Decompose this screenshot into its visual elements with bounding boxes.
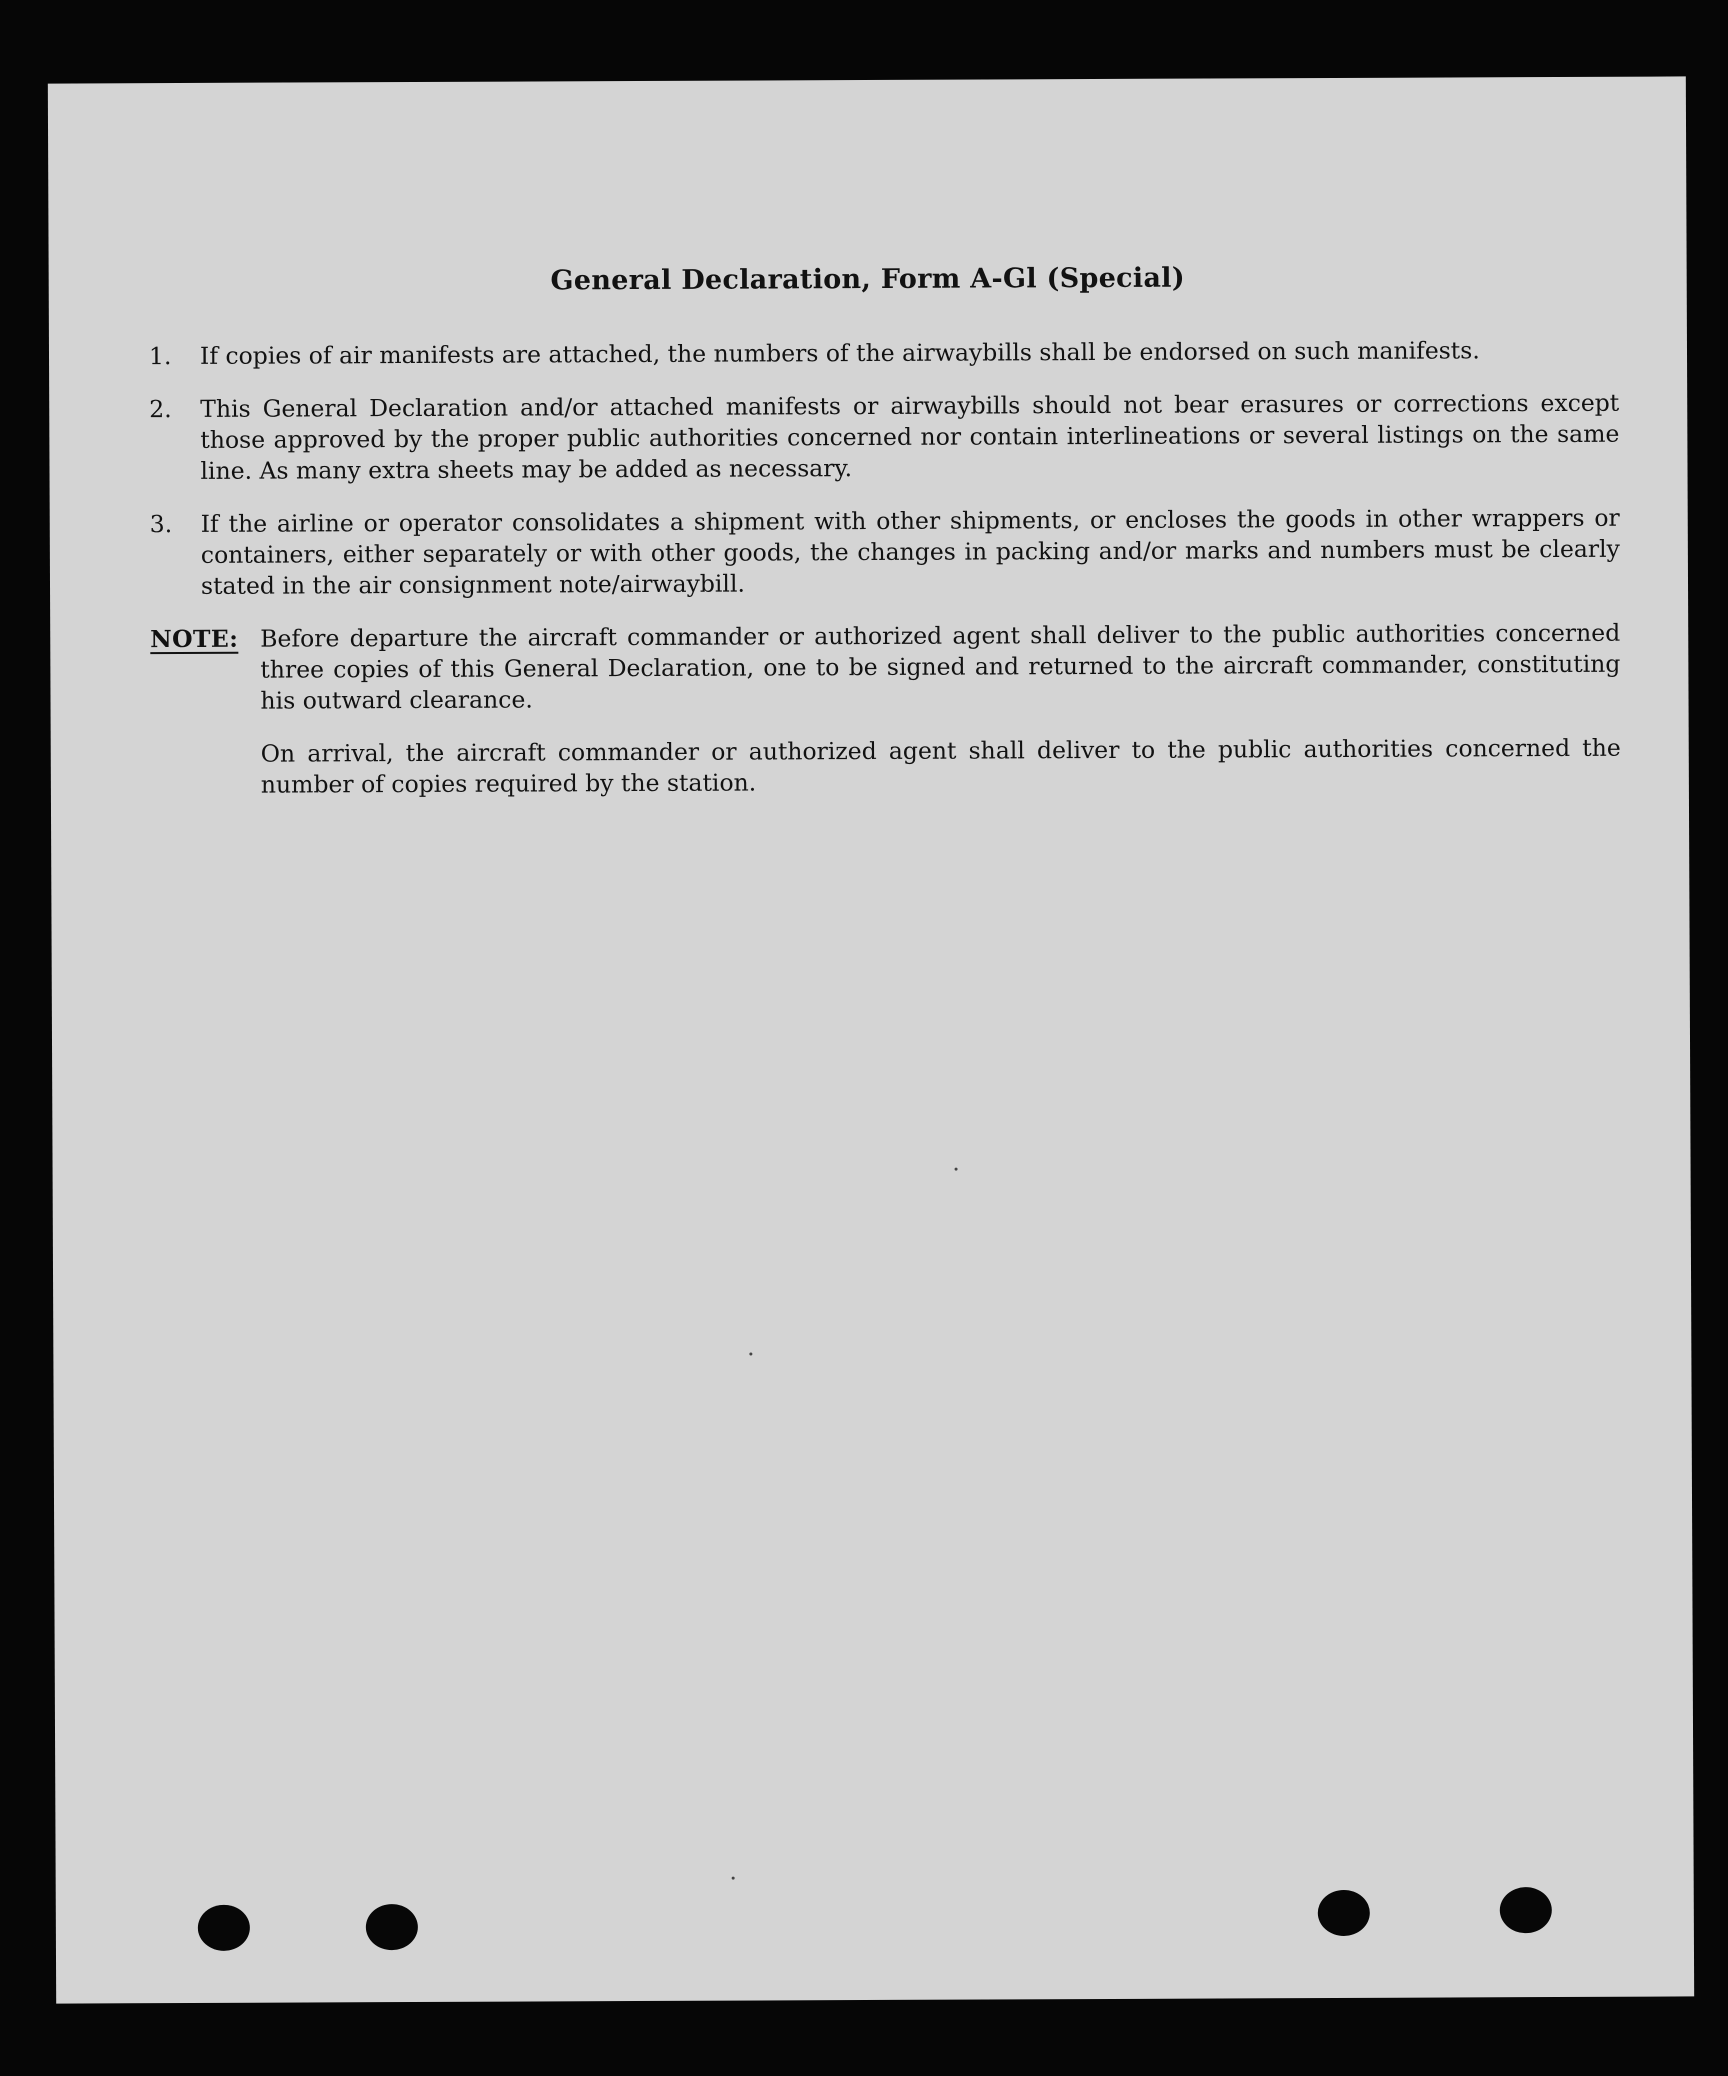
punch-hole xyxy=(1318,1890,1370,1936)
item-text: This General Declaration and/or attached manifests or airwaybills should not bear erasures or corrections except those approved by the proper public authorities concerned nor contain interlineations or several listings on the same line. As many extra sheets may be added as necessary. xyxy=(200,388,1620,485)
note-paragraph: Before departure the aircraft commander or authorized agent shall deliver to the public authorities concerned three copies of this General Declaration, one to be signed and returned to the aircraft commander, constituting his outward clearance. xyxy=(260,618,1621,715)
paper-speck xyxy=(955,1168,958,1171)
item-number: 3. xyxy=(149,510,173,539)
note-body xyxy=(260,618,1621,823)
item-text: If copies of air manifests are attached, the numbers of the airwaybills shall be endorsed on such manifests. xyxy=(199,336,1480,370)
note-paragraph: On arrival, the aircraft commander or authorized agent shall deliver to the public authorities concerned the number of copies required by the station. xyxy=(260,733,1621,799)
list-item xyxy=(150,503,1620,602)
item-number: 2. xyxy=(149,395,172,424)
paper-speck xyxy=(749,1353,752,1356)
list-item xyxy=(149,335,1619,372)
instruction-list xyxy=(149,335,1621,823)
punch-hole xyxy=(198,1905,250,1951)
punch-hole xyxy=(366,1904,418,1950)
item-text: If the airline or operator consolidates a shipment with other shipments, or encloses the goods in other wrappers or containers, either separately or with other goods, the changes in packing and/or marks and numbers must be clearly stated in the air consignment note/airwaybill. xyxy=(200,503,1620,600)
list-item xyxy=(149,388,1619,487)
note-label: NOTE: xyxy=(150,624,239,654)
punch-hole xyxy=(1500,1887,1552,1933)
paper-speck xyxy=(732,1877,735,1880)
item-number: 1. xyxy=(148,342,172,371)
document-page xyxy=(48,76,1694,2003)
document-title: General Declaration, Form A-Gl (Special) xyxy=(550,262,1185,297)
note-section xyxy=(150,618,1621,823)
